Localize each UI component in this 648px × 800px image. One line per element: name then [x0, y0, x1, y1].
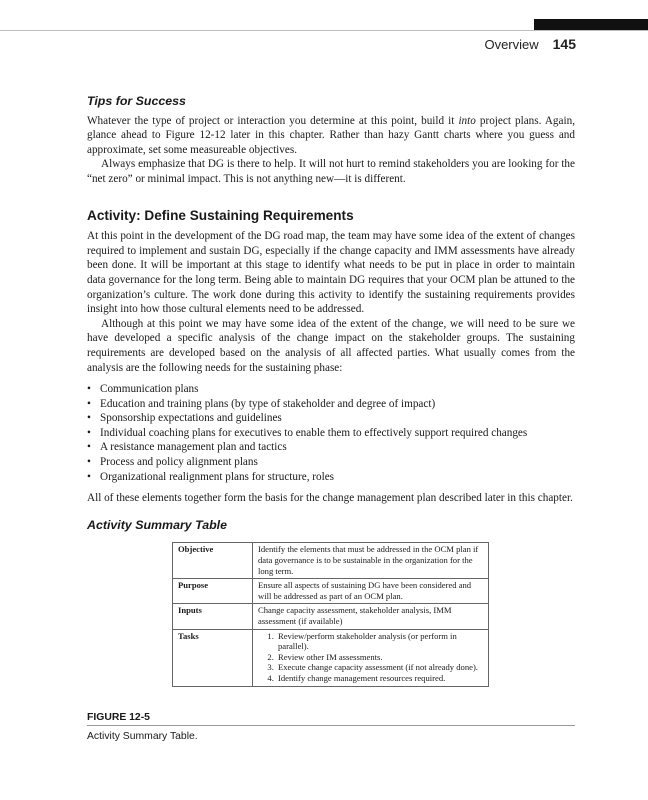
row-value-inputs: Change capacity assessment, stakeholder analysis, IMM assessment (if available) — [253, 604, 489, 629]
activity-paragraph-2: Although at this point we may have some idea of the extent of the change, we will need to be sure we have developed a specific analysis of the change impact on the stakeholder groups. The sustaining requirements are developed based on the analysis of all affected parties. What usually comes from the analysis are the following needs for the sustaining phase: — [87, 317, 575, 374]
activity-summary-table-wrap — [172, 542, 489, 686]
row-label-objective: Objective — [173, 543, 253, 579]
sustaining-needs-list — [87, 382, 575, 484]
task-list — [258, 631, 484, 684]
task-item: 2. Review other IM assessments. — [276, 652, 484, 663]
row-value-purpose: Ensure all aspects of sustaining DG have been considered and will be addressed as part of an OCM plan. — [253, 579, 489, 604]
list-item: • A resistance management plan and tactics — [100, 440, 575, 455]
header-rule — [0, 30, 648, 31]
figure-rule — [87, 725, 575, 726]
table-row — [173, 579, 489, 604]
tips-paragraph-2: Always emphasize that DG is there to help. It will not hurt to remind stakeholders you are looking for the “net zero” or minimal impact. This is not anything new—it is different. — [87, 158, 575, 185]
list-item: • Process and policy alignment plans — [100, 455, 575, 470]
emphasis-into: into — [458, 114, 476, 127]
row-value-objective: Identify the elements that must be addressed in the OCM plan if data governance is to be sustainable in the organization for the long term. — [253, 543, 489, 579]
tips-heading: Tips for Success — [87, 94, 186, 108]
list-item: • Sponsorship expectations and guidelines — [100, 411, 575, 426]
task-item: 3. Execute change capacity assessment (if not already done). — [276, 662, 484, 673]
row-value-tasks — [253, 629, 489, 686]
summary-heading: Activity Summary Table — [87, 517, 228, 532]
table-row — [173, 604, 489, 629]
activity-summary-table — [172, 542, 489, 686]
page-body — [87, 94, 575, 687]
activity-heading: Activity: Define Sustaining Requirements — [87, 207, 354, 223]
table-row — [173, 543, 489, 579]
row-label-inputs: Inputs — [173, 604, 253, 629]
running-head — [484, 36, 576, 52]
figure-caption: Activity Summary Table. — [87, 731, 198, 742]
task-item: 4. Identify change management resources required. — [276, 673, 484, 684]
list-item: • Organizational realignment plans for structure, roles — [100, 470, 575, 485]
row-label-purpose: Purpose — [173, 579, 253, 604]
list-item: • Individual coaching plans for executives to enable them to effectively support required changes — [100, 426, 575, 441]
figure-label: FIGURE 12-5 — [87, 712, 150, 723]
tips-paragraph-1: Whatever the type of project or interaction you determine at this point, build it into project plans. Again, glance ahead to Figure 12-12 later in this chapter. Rather than hazy Gantt charts where you guess and approximate, set some measureable objectives. — [87, 114, 575, 156]
list-item: • Communication plans — [100, 382, 575, 397]
running-head-title: Overview — [484, 37, 539, 52]
row-label-tasks: Tasks — [173, 629, 253, 686]
activity-paragraph-3: All of these elements together form the basis for the change management plan described later in this chapter. — [87, 492, 573, 505]
page-number: 145 — [552, 36, 576, 52]
task-item: 1. Review/perform stakeholder analysis (or perform in parallel). — [276, 631, 484, 652]
activity-paragraph-1: At this point in the development of the DG road map, the team may have some idea of the extent of changes required to implement and sustain DG, especially if the change capacity and IMM assessments have already been done. It will be important at this stage to identify what needs to be put in place in order to maintain data governance for the long term. Being able to maintain DG requires that your OCM plan be attuned to the organization’s culture. The work done during this activity to identify the sustaining requirements provides insight into how those cultural elements need to be addressed. — [87, 230, 575, 316]
list-item: • Education and training plans (by type of stakeholder and degree of impact) — [100, 397, 575, 412]
table-row — [173, 629, 489, 686]
